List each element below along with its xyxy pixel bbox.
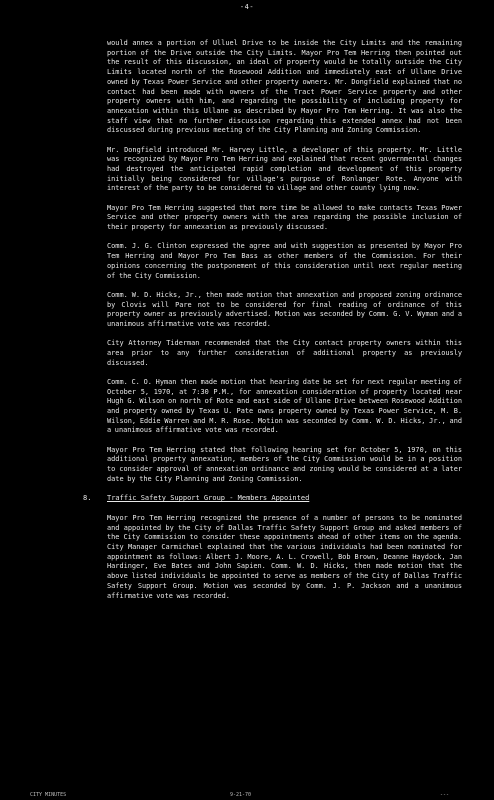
paragraph: Comm. W. D. Hicks, Jr., then made motion that annexation and proposed zoning ordinance by Clovis will Pare not to be considered for final reading of ordinance of this property owner as previously advertised. Motion was seconded by Comm. G. V. Wyman and a unanimous affirmative vote was recorded.: [107, 290, 462, 328]
section-paragraph: Mayor Pro Tem Herring recognized the presence of a number of persons to be nominated and appointed by the City of Dallas Traffic Safety Support Group and asked members of the City Commission to consider these appointments ahead of other items on the agenda. City Manager Carmichael explained that the various individuals had been nominated for appointment as follows: Albert J. Moore, A. L. Crowell, Bob Brown, Deanne Haydock, Jan Hardinger, Eve Bates and John Sapien. Comm. W. D. Hicks, then made motion that the above listed individuals be appointed to serve as members of the City of Dallas Traffic Safety Support Group. Motion was seconded by Comm. J. P. Jackson and a unanimous affirmative vote was recorded.: [107, 513, 462, 600]
section-title: Traffic Safety Support Group - Members Appointed: [107, 494, 310, 503]
paragraph: would annex a portion of Ulluel Drive to be inside the City Limits and the remaining portion of the Drive outside the City Limits. Mayor Pro Tem Herring then pointed out the result of this discussion, an ideal of property would be totally outside the City Limits located north of the Rosewood Addition and immediately east of Ullane Drive owned by Texas Power Service and other property owners. Mr. Dongfield explained that no contact had been made with owners of the Tract Power Service property and other property owners with him, and regarding the possibility of including property for annexation within this Ullane as described by Mayor Pro Tem Herring. It was also the staff view that no further discussion regarding this extended annex had not been discussed during previous meeting of the City Planning and Zoning Commission.: [107, 39, 462, 135]
page-number: -4-: [239, 3, 255, 11]
paragraph: Mayor Pro Tem Herring stated that following hearing set for October 5, 1970, on this additional property annexation, members of the City Commission would be in a position to consider approval of annexation ordinance and zoning would be considered at a later date by the City Planning and Zoning Commission.: [107, 445, 462, 483]
section-number: 8.: [83, 494, 92, 503]
minutes-body: [83, 39, 462, 611]
footer-center: 9-21-70: [230, 792, 252, 798]
paragraph: Comm. C. O. Hyman then made motion that hearing date be set for next regular meeting of October 5, 1970, at 7:30 P.M., for annexation consideration of property located near Hugh G. Wilson on north of Rote and east side of Ullane Drive between Rosewood Addition and property owned by Texas U. Pate owns property owned by Texas Power Service, M. B. Wilson, Eddie Warren and M. R. Rose. Motion was seconded by Comm. W. D. Hicks, Jr., and a unanimous affirmative vote was recorded.: [107, 377, 462, 435]
footer-right: ---: [440, 792, 450, 798]
paragraph: Mr. Dongfield introduced Mr. Harvey Little, a developer of this property. Mr. Little was recognized by Mayor Pro Tem Herring and explained that recent governmental changes had destroyed the anticipated rapid completion and development of this property initially being considered for village's purpose of Ronlanger Rote. Anyone with interest of the party to be considered to village and other county lying now.: [107, 145, 462, 193]
paragraph: Comm. J. G. Clinton expressed the agree and with suggestion as presented by Mayor Pro Tem Herring and Mayor Pro Tem Bass as other members of the Commission. For their opinions concerning the postponement of this consideration until next regular meeting of the City Commission.: [107, 242, 462, 280]
section-heading: [83, 494, 462, 504]
paragraph: Mayor Pro Tem Herring suggested that more time be allowed to make contacts Texas Power Service and other property owners with the area regarding the possible inclusion of their property for annexation as previously discussed.: [107, 203, 462, 232]
footer-left: CITY MINUTES: [30, 792, 67, 798]
paragraph: City Attorney Tiderman recommended that the City contact property owners within this area prior to any further consideration of additional property as previously discussed.: [107, 339, 462, 367]
